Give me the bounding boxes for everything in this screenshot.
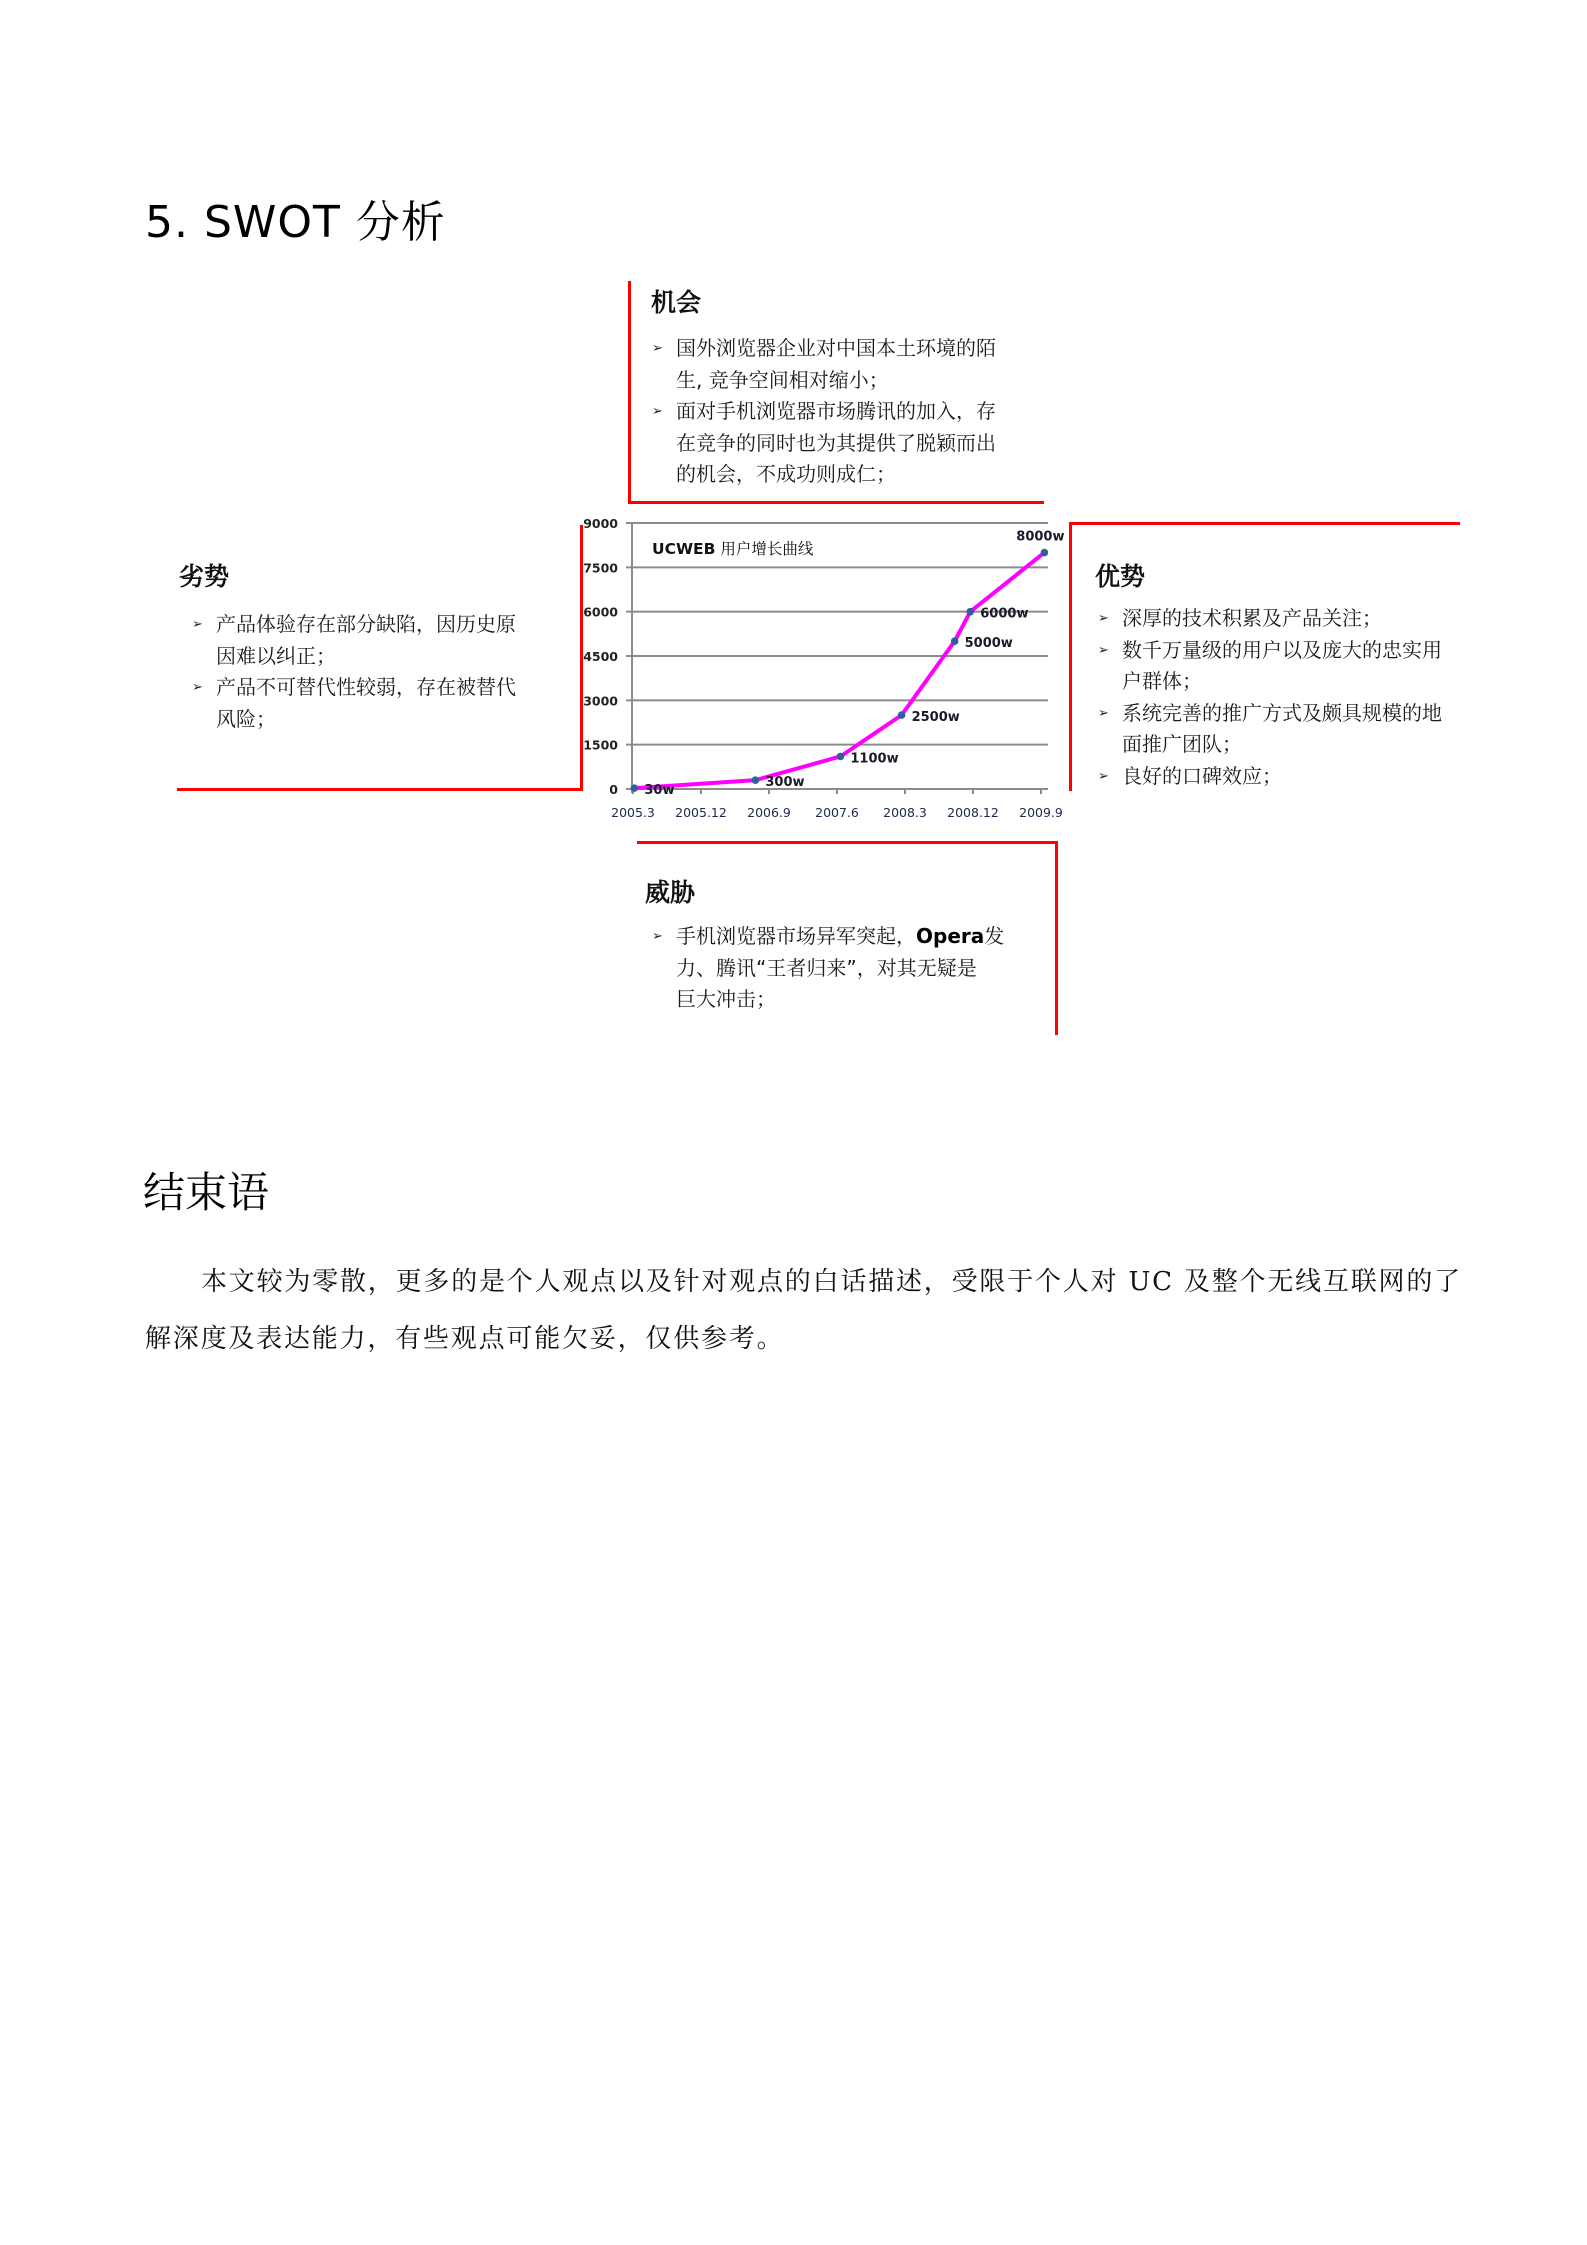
bullet-arrow-icon: ➢: [192, 680, 203, 695]
opportunities-list: [652, 333, 1042, 491]
section-title: 5. SWOT 分析: [145, 197, 446, 248]
list-item-continuation: 风险；: [216, 706, 276, 731]
list-item: ➢ 产品不可替代性较弱，存在被替代: [192, 672, 572, 704]
data-label: 8000w: [1016, 529, 1065, 545]
closing-title: 结束语: [143, 1168, 270, 1217]
y-tick-label: 0: [609, 782, 618, 797]
list-item-continuation: 力、腾讯“王者归来”，对其无疑是: [676, 955, 977, 980]
bullet-arrow-icon: ➢: [1098, 768, 1109, 784]
y-tick-label: 3000: [583, 693, 618, 709]
bullet-arrow-icon: ➢: [652, 404, 663, 419]
list-item: ➢ 良好的口碑效应；: [1098, 761, 1478, 793]
y-tick-label: 9000: [583, 516, 618, 531]
bullet-arrow-icon: ➢: [1098, 705, 1109, 721]
threats-heading: 威胁: [645, 878, 696, 907]
x-tick-label: 2007.6: [815, 805, 859, 820]
data-point-marker: [1041, 549, 1049, 557]
threats-right-border: [1055, 841, 1058, 1035]
bullet-arrow-icon: ➢: [1098, 611, 1109, 626]
list-item: ➢ 面对手机浏览器市场腾讯的加入，存: [652, 396, 1042, 428]
data-label: 2500w: [911, 710, 960, 726]
strengths-top-border: [1069, 522, 1460, 525]
data-label: 5000w: [964, 636, 1013, 652]
chart-gridlines: [626, 523, 1048, 789]
data-point-marker: [966, 608, 974, 616]
data-point-marker: [951, 637, 959, 645]
y-tick-label: 6000: [583, 604, 618, 620]
chart-series-line: [631, 549, 1049, 792]
weaknesses-bottom-border: [177, 788, 583, 791]
weaknesses-heading: 劣势: [179, 562, 230, 591]
data-point-marker: [837, 753, 845, 761]
list-item-continuation: 的机会，不成功则成仁；: [676, 462, 896, 486]
data-label: 6000w: [980, 606, 1029, 622]
y-tick-label: 4500: [583, 649, 618, 664]
list-item: ➢ 手机浏览器市场异军突起，Opera发: [652, 921, 1052, 953]
y-tick-label: 1500: [583, 737, 618, 753]
opportunities-left-border: [628, 281, 631, 504]
list-item: ➢ 国外浏览器企业对中国本土环境的陌: [652, 333, 1042, 365]
threats-list: [652, 921, 1052, 1016]
data-point-marker: [898, 711, 906, 719]
x-tick-label: 2009.9: [1019, 805, 1063, 820]
data-point-marker: [631, 784, 639, 792]
bullet-arrow-icon: ➢: [652, 929, 663, 944]
chart-y-axis: [583, 516, 632, 797]
data-label: 300w: [765, 775, 805, 791]
opportunities-bottom-border: [628, 501, 1044, 504]
bullet-arrow-icon: ➢: [192, 617, 203, 632]
x-tick-label: 2006.9: [747, 805, 791, 820]
weaknesses-list: [192, 609, 572, 735]
list-item-continuation: 在竞争的同时也为其提供了脱颖而出: [676, 430, 996, 455]
ucweb-growth-line-chart: [570, 510, 1070, 830]
list-item: ➢ 数千万量级的用户以及庞大的忠实用: [1098, 635, 1478, 667]
x-tick-label: 2005.12: [675, 805, 727, 820]
list-item: ➢ 系统完善的推广方式及颇具规模的地: [1098, 698, 1478, 730]
series-line: [634, 553, 1044, 789]
chart-title: UCWEB 用户增长曲线: [652, 540, 814, 558]
strengths-heading: 优势: [1095, 562, 1146, 591]
list-item-continuation: 面推广团队；: [1122, 732, 1242, 756]
chart-data-labels: [644, 530, 1064, 799]
chart-x-axis: [611, 789, 1063, 820]
x-tick-label: 2008.12: [947, 805, 999, 820]
list-item: ➢ 深厚的技术积累及产品关注；: [1098, 603, 1478, 635]
list-item-continuation: 户群体；: [1122, 669, 1202, 693]
bullet-arrow-icon: ➢: [652, 341, 663, 356]
closing-paragraph: 本文较为零散，更多的是个人观点以及针对观点的白话描述，受限于个人对 UC 及整个无线互联网的了解深度及表达能力，有些观点可能欠妥，仅供参考。: [145, 1267, 1462, 1354]
list-item-continuation: 因难以纠正；: [216, 643, 336, 668]
strengths-list: [1098, 603, 1478, 792]
x-tick-label: 2005.3: [611, 805, 655, 820]
y-tick-label: 7500: [583, 560, 618, 576]
x-tick-label: 2008.3: [883, 805, 927, 820]
opportunities-heading: 机会: [651, 288, 702, 317]
list-item-continuation: 生, 竞争空间相对缩小；: [676, 367, 889, 392]
list-item-continuation: 巨大冲击；: [676, 987, 776, 1011]
bullet-arrow-icon: ➢: [1098, 642, 1109, 658]
data-label: 1100w: [850, 751, 899, 767]
list-item: ➢ 产品体验存在部分缺陷，因历史原: [192, 609, 572, 641]
data-label: 30w: [644, 783, 675, 799]
threats-top-border: [637, 841, 1058, 844]
data-point-marker: [752, 776, 760, 784]
opera-brand-text: Opera: [916, 924, 985, 948]
